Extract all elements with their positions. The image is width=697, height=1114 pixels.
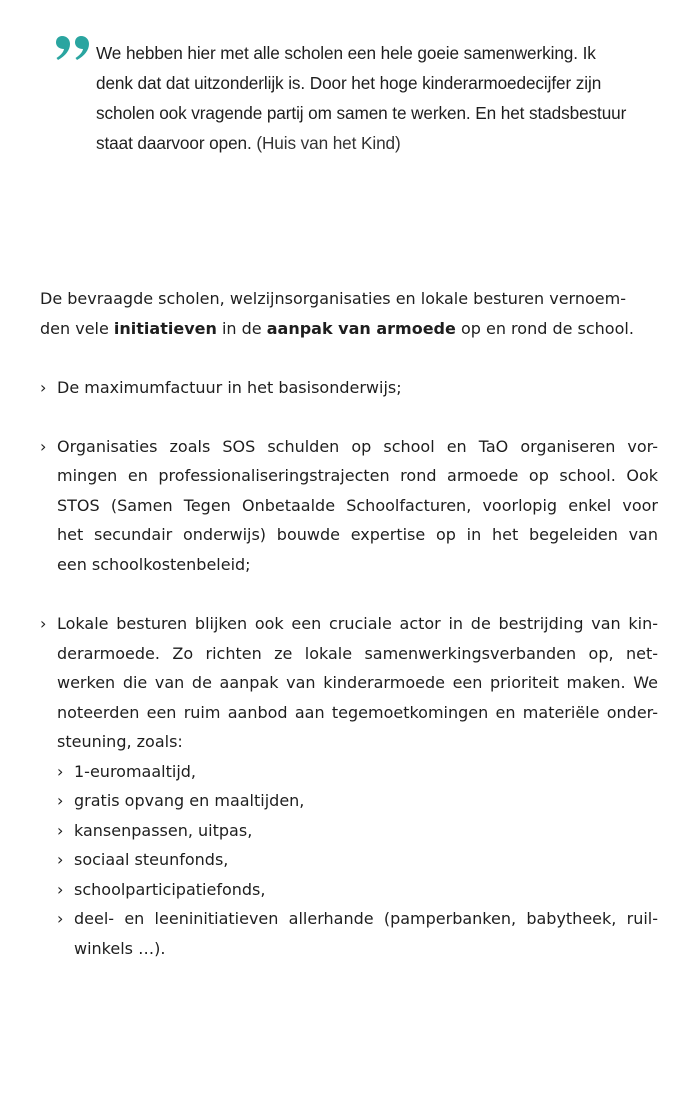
bullet-line: mingen en professionaliseringstrajecten rond armoede op school. Ook [57, 466, 658, 485]
sub-line: winkels …). [74, 938, 166, 958]
chevron-right-icon: › [57, 850, 64, 869]
chevron-right-icon: › [57, 791, 64, 810]
sub-list-item [57, 757, 658, 787]
quote-line: We hebben hier met alle scholen een hele goeie samenwerking. Ik [96, 43, 596, 63]
intro-paragraph [40, 284, 658, 343]
sub-list [57, 757, 658, 964]
intro-bold-aanpak: aanpak van armoede [266, 318, 456, 338]
bullet-item [40, 609, 658, 963]
chevron-right-icon: › [57, 909, 64, 928]
sub-list-item [57, 816, 658, 846]
bullet-item [40, 432, 658, 580]
bullet-list [40, 373, 658, 963]
bullet-line: het secundair onderwijs) bouwde expertise op in het begeleiden van [57, 525, 658, 544]
quote-line: scholen ook vragende partij om samen te werken. En het stadsbestuur [96, 103, 627, 123]
bullet-line: Lokale besturen blijken ook een cruciale actor in de bestrijding van kin- [57, 614, 658, 633]
intro-text: den vele [40, 318, 114, 338]
sub-list-item [57, 904, 658, 963]
bullet-line: een schoolkostenbeleid; [57, 554, 251, 574]
chevron-right-icon: › [57, 761, 64, 781]
intro-text: in de [216, 318, 267, 338]
quote-source: (Huis van het Kind) [256, 133, 401, 153]
intro-text: op en rond de school. [455, 318, 634, 338]
intro-line [40, 314, 658, 344]
chevron-right-icon: › [40, 614, 47, 633]
sub-list-item [57, 845, 658, 875]
quote-text [96, 38, 686, 158]
body-block [40, 284, 658, 963]
sub-line: schoolparticipatiefonds, [74, 879, 266, 899]
bullet-line: STOS (Samen Tegen Onbetaalde Schoolfacturen, voorlopig enkel voor [57, 495, 658, 515]
quote-mark-icon [56, 36, 90, 62]
bullet-item [40, 373, 658, 403]
chevron-right-icon: › [40, 378, 47, 397]
sub-line: gratis opvang en maaltijden, [74, 791, 305, 810]
sub-list-item [57, 875, 658, 905]
intro-bold-initiatieven: initiatieven [113, 318, 217, 338]
quote-line: denk dat dat uitzonderlijk is. Door het hoge kinderarmoedecijfer zijn [96, 73, 602, 93]
sub-line: kansenpassen, uitpas, [74, 820, 253, 840]
sub-line: sociaal steunfonds, [74, 850, 229, 869]
chevron-right-icon: › [57, 879, 64, 899]
quote-block [56, 38, 686, 158]
bullet-line: werken die van de aanpak van kinderarmoede een prioriteit maken. We [57, 673, 658, 692]
sub-line: deel- en leeninitiatieven allerhande (pamperbanken, babytheek, ruil- [74, 909, 658, 928]
sub-line: 1-euromaaltijd, [74, 761, 196, 781]
bullet-line: derarmoede. Zo richten ze lokale samenwerkingsverbanden op, net- [57, 643, 658, 663]
quote-line: staat daarvoor open. [96, 133, 252, 153]
bullet-line: Organisaties zoals SOS schulden op school en TaO organiseren vor- [57, 436, 658, 456]
bullet-line: De maximumfactuur in het basisonderwijs; [57, 378, 402, 397]
chevron-right-icon: › [40, 436, 47, 456]
bullet-line: noteerden een ruim aanbod aan tegemoetkomingen en materiële onder- [57, 702, 658, 722]
quote-line-last [96, 128, 686, 158]
intro-line: De bevraagde scholen, welzijnsorganisaties en lokale besturen vernoem- [40, 289, 626, 308]
chevron-right-icon: › [57, 820, 64, 840]
sub-list-item [57, 786, 658, 816]
bullet-line: steuning, zoals: [57, 732, 183, 751]
